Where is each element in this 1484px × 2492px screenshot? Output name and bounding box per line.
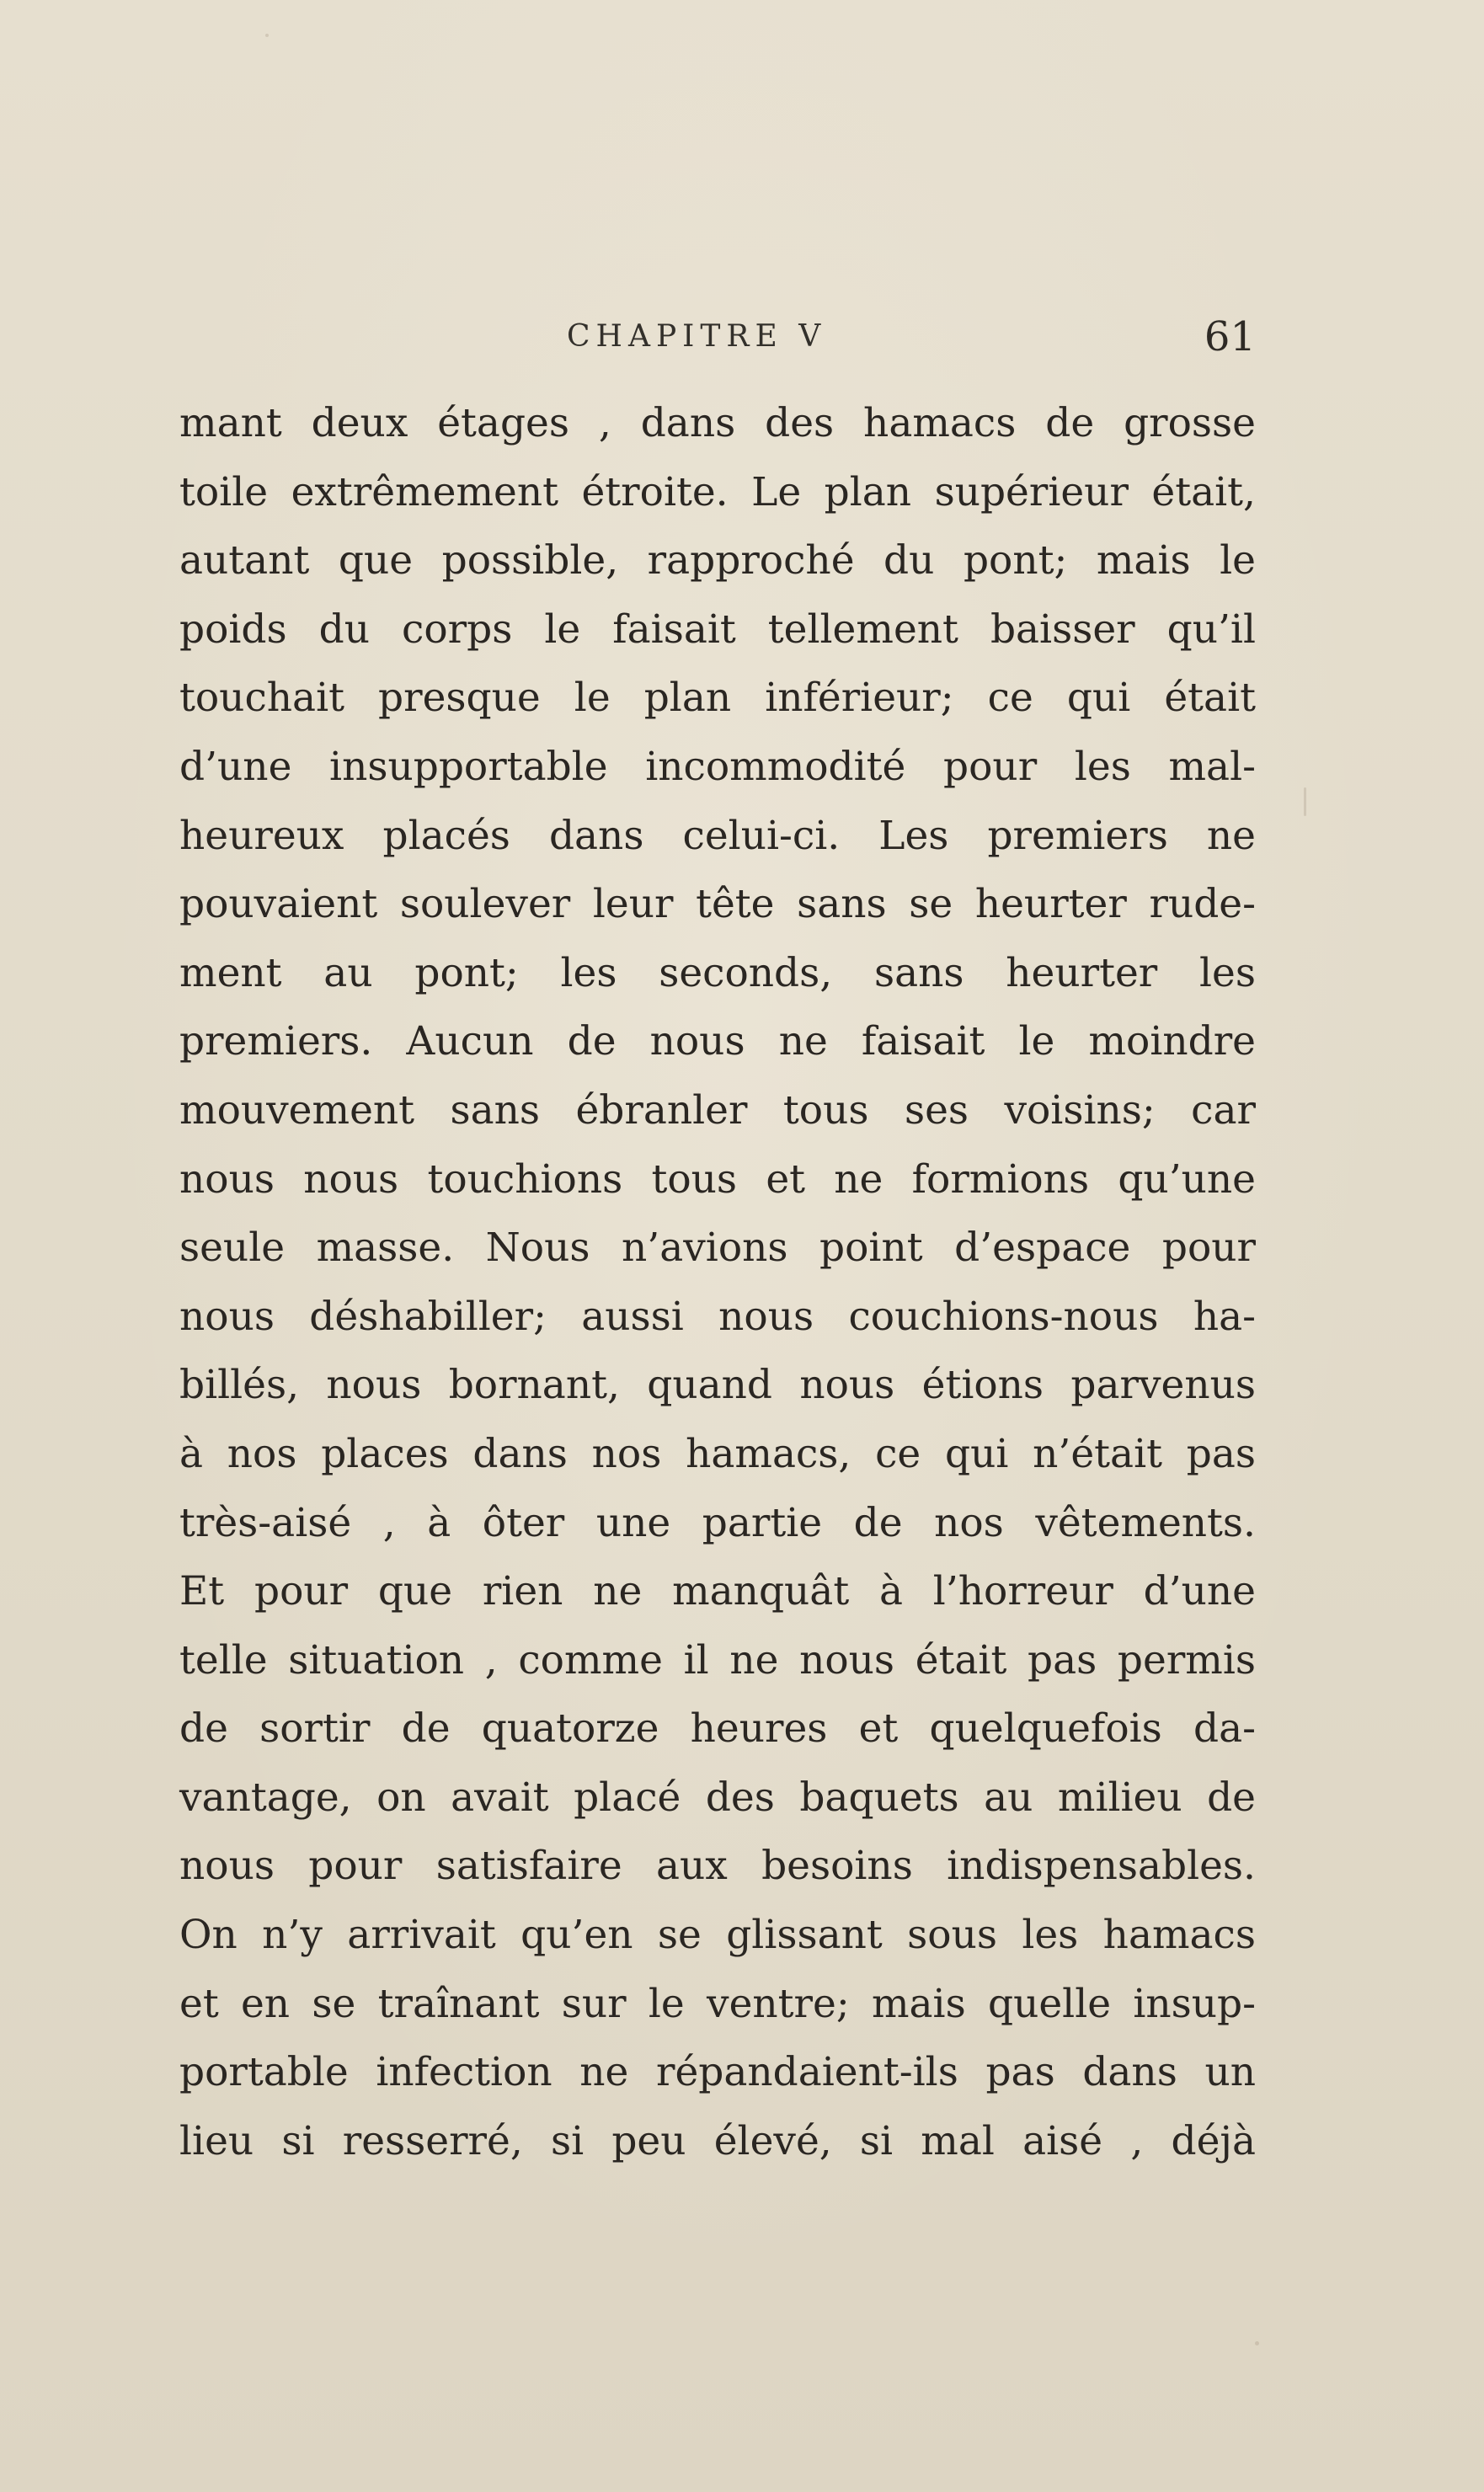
body-text	[179, 389, 1256, 2175]
text-line: mouvement sans ébranler tous ses voisins; car	[179, 1086, 1256, 1134]
running-head: CHAPITRE V	[567, 319, 827, 354]
paper-speck	[1304, 787, 1306, 816]
text-line: mant deux étages , dans des hamacs de grosse	[179, 400, 1256, 446]
text-line: autant que possible, rapproché du pont; mais le	[179, 537, 1256, 584]
text-line: et en se traînant sur le ventre; mais quelle insup-	[179, 1980, 1256, 2027]
text-line: telle situation , comme il ne nous était pas permis	[179, 1636, 1256, 1684]
text-line: heureux placés dans celui-ci. Les premiers ne	[179, 812, 1256, 859]
text-line: ment au pont; les seconds, sans heurter les	[179, 949, 1256, 996]
text-line: de sortir de quatorze heures et quelquefois da-	[179, 1705, 1256, 1753]
text-line: à nos places dans nos hamacs, ce qui n’était pas	[179, 1430, 1256, 1477]
text-line: nous pour satisfaire aux besoins indispensables.	[179, 1843, 1256, 1890]
page-header	[179, 312, 1256, 362]
text-line: très-aisé , à ôter une partie de nos vêtements.	[179, 1499, 1256, 1546]
text-line: nous nous touchions tous et ne formions qu’une	[179, 1155, 1256, 1203]
page-number: 61	[1204, 313, 1256, 360]
text-line: seule masse. Nous n’avions point d’espace pour	[179, 1225, 1256, 1272]
text-line: premiers. Aucun de nous ne faisait le moindre	[179, 1018, 1256, 1065]
text-line: pouvaient soulever leur tête sans se heurter rude-	[179, 881, 1256, 928]
text-line: d’une insupportable incommodité pour les mal-	[179, 743, 1256, 790]
text-line: vantage, on avait placé des baquets au milieu de	[179, 1774, 1256, 1821]
paper-speck	[265, 34, 269, 37]
text-line: toile extrêmement étroite. Le plan supérieur était,	[179, 468, 1256, 515]
paper-speck	[1255, 2341, 1259, 2345]
text-line: billés, nous bornant, quand nous étions parvenus	[179, 1362, 1256, 1409]
text-line: On n’y arrivait qu’en se glissant sous les hamacs	[179, 1912, 1256, 1959]
text-line: portable infection ne répandaient-ils pas dans un	[179, 2049, 1256, 2096]
text-line: poids du corps le faisait tellement baisser qu’il	[179, 606, 1256, 653]
text-line: touchait presque le plan inférieur; ce qui était	[179, 675, 1256, 722]
text-line: lieu si resserré, si peu élevé, si mal aisé , déjà	[179, 2117, 1256, 2164]
text-line: Et pour que rien ne manquât à l’horreur d’une	[179, 1568, 1256, 1615]
text-line: nous déshabiller; aussi nous couchions-nous ha-	[179, 1293, 1256, 1340]
